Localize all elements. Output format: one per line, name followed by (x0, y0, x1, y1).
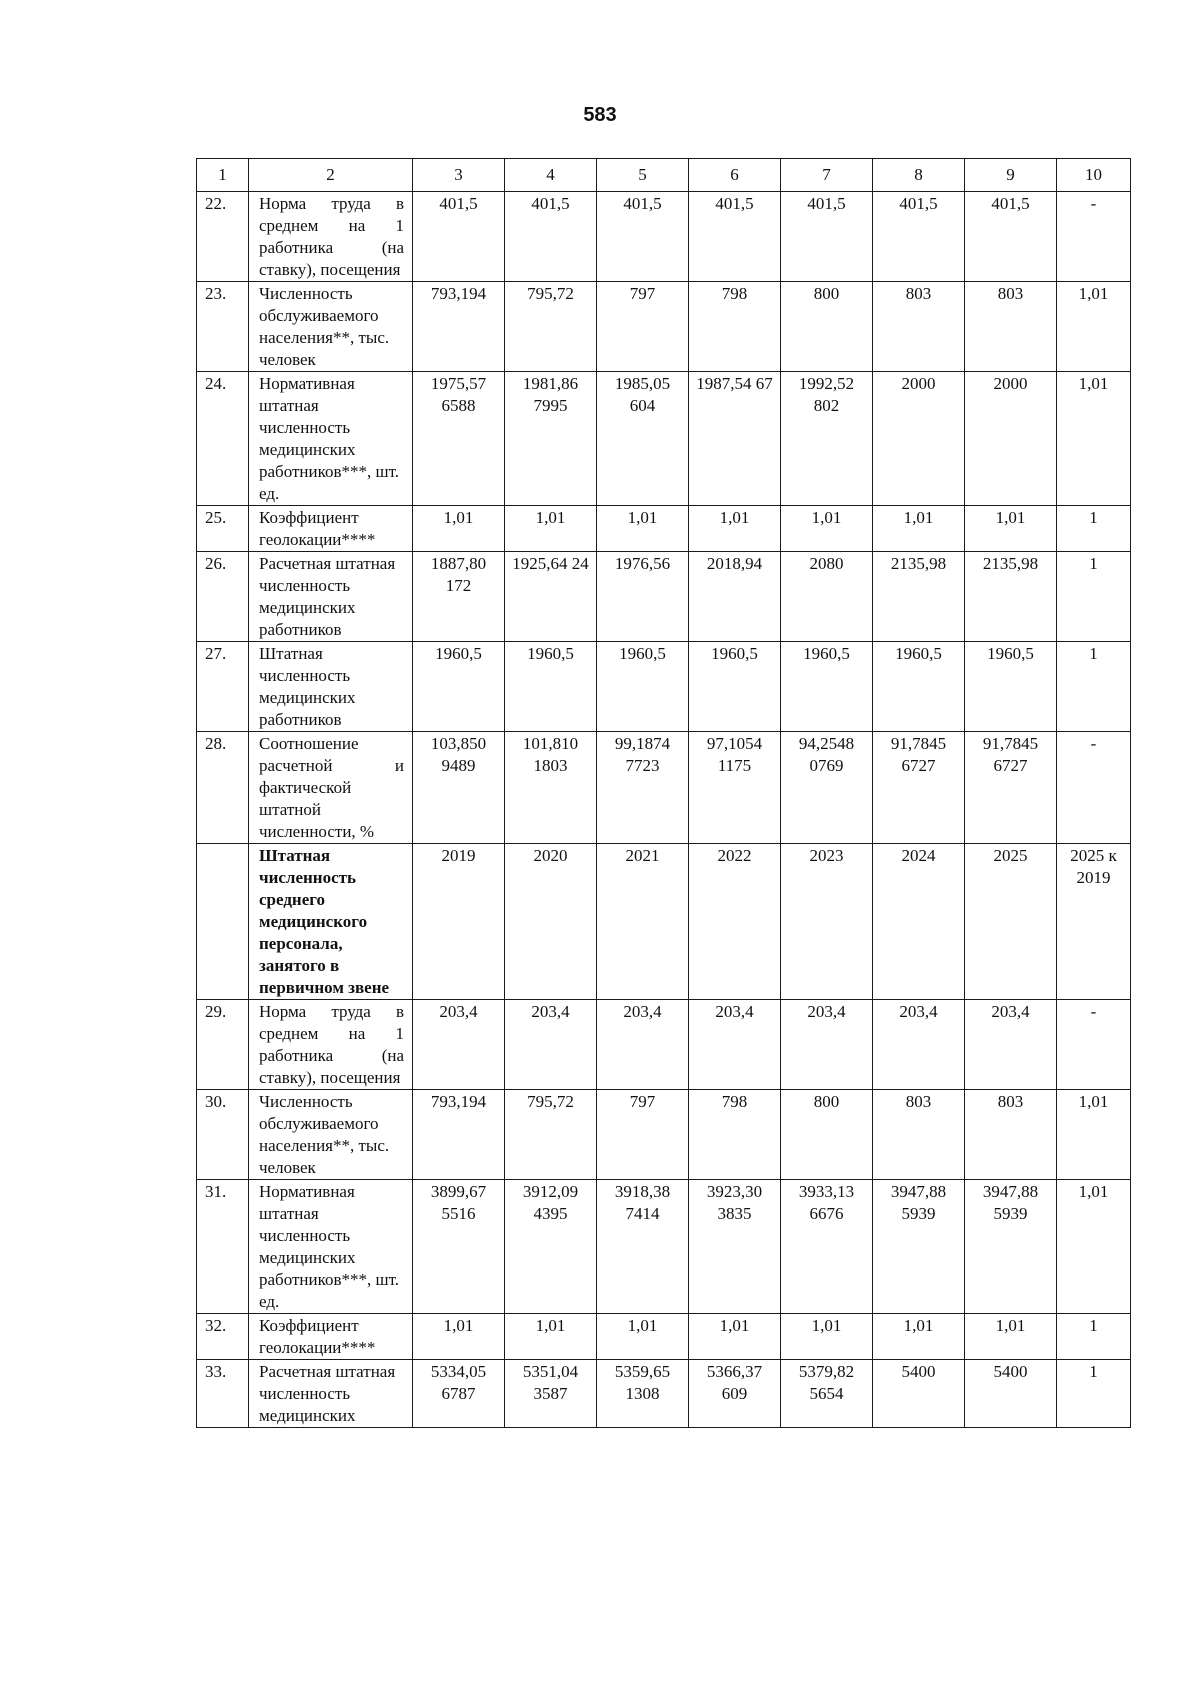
row-number: 22. (197, 192, 249, 282)
value-cell: 1,01 (1057, 1090, 1131, 1180)
row-number: 29. (197, 1000, 249, 1090)
value-cell: 5359,65 1308 (597, 1360, 689, 1428)
value-cell: 401,5 (965, 192, 1057, 282)
value-cell: 1985,05 604 (597, 372, 689, 506)
value-cell: 795,72 (505, 282, 597, 372)
value-cell: 1,01 (413, 1314, 505, 1360)
value-cell: 1887,80 172 (413, 552, 505, 642)
value-cell: 3933,13 6676 (781, 1180, 873, 1314)
value-cell: 5334,05 6787 (413, 1360, 505, 1428)
value-cell: 1 (1057, 506, 1131, 552)
column-header: 5 (597, 159, 689, 192)
value-cell: 1992,52 802 (781, 372, 873, 506)
value-cell: 803 (965, 282, 1057, 372)
value-cell: 99,1874 7723 (597, 732, 689, 844)
value-cell: 5366,37 609 (689, 1360, 781, 1428)
table-row (197, 1360, 1131, 1428)
value-cell: 2018,94 (689, 552, 781, 642)
value-cell: 101,810 1803 (505, 732, 597, 844)
row-number: 24. (197, 372, 249, 506)
value-cell: 1,01 (413, 506, 505, 552)
value-cell: 797 (597, 282, 689, 372)
column-header: 10 (1057, 159, 1131, 192)
value-cell: 1,01 (1057, 372, 1131, 506)
column-header: 7 (781, 159, 873, 192)
value-cell: 2022 (689, 844, 781, 1000)
value-cell: 1975,57 6588 (413, 372, 505, 506)
table-row (197, 1000, 1131, 1090)
value-cell: 3947,88 5939 (965, 1180, 1057, 1314)
value-cell: 203,4 (413, 1000, 505, 1090)
value-cell: 1960,5 (873, 642, 965, 732)
value-cell: 3947,88 5939 (873, 1180, 965, 1314)
value-cell: 3918,38 7414 (597, 1180, 689, 1314)
value-cell: 401,5 (689, 192, 781, 282)
value-cell: 1960,5 (965, 642, 1057, 732)
value-cell: 401,5 (413, 192, 505, 282)
table-row (197, 506, 1131, 552)
value-cell: 2025 (965, 844, 1057, 1000)
value-cell: 5351,04 3587 (505, 1360, 597, 1428)
row-number (197, 844, 249, 1000)
indicator-name: Нормативная штатная численность медицинских работников***, шт. ед. (249, 1180, 413, 1314)
row-number: 31. (197, 1180, 249, 1314)
value-cell: 1987,54 67 (689, 372, 781, 506)
column-header: 4 (505, 159, 597, 192)
value-cell: 1 (1057, 1314, 1131, 1360)
value-cell: 1960,5 (781, 642, 873, 732)
table-row (197, 372, 1131, 506)
table-row (197, 1180, 1131, 1314)
table-row (197, 552, 1131, 642)
value-cell: - (1057, 192, 1131, 282)
column-header: 3 (413, 159, 505, 192)
value-cell: 1,01 (965, 506, 1057, 552)
value-cell: 203,4 (965, 1000, 1057, 1090)
indicator-name: Расчетная штатная численность медицинских работников (249, 552, 413, 642)
value-cell: 1 (1057, 642, 1131, 732)
table-row (197, 732, 1131, 844)
value-cell: 1976,56 (597, 552, 689, 642)
row-number: 26. (197, 552, 249, 642)
table-row (197, 1090, 1131, 1180)
value-cell: 2024 (873, 844, 965, 1000)
value-cell: 5379,82 5654 (781, 1360, 873, 1428)
row-number: 28. (197, 732, 249, 844)
value-cell: 203,4 (689, 1000, 781, 1090)
value-cell: 1981,86 7995 (505, 372, 597, 506)
value-cell: 1 (1057, 1360, 1131, 1428)
value-cell: 203,4 (505, 1000, 597, 1090)
value-cell: 800 (781, 282, 873, 372)
row-number: 27. (197, 642, 249, 732)
value-cell: 2025 к 2019 (1057, 844, 1131, 1000)
value-cell: 793,194 (413, 1090, 505, 1180)
value-cell: 798 (689, 282, 781, 372)
value-cell: 800 (781, 1090, 873, 1180)
value-cell: 401,5 (781, 192, 873, 282)
value-cell: 2135,98 (965, 552, 1057, 642)
value-cell: 2020 (505, 844, 597, 1000)
value-cell: 5400 (965, 1360, 1057, 1428)
value-cell: 91,7845 6727 (965, 732, 1057, 844)
value-cell: 793,194 (413, 282, 505, 372)
indicator-name: Расчетная штатная численность медицинских (249, 1360, 413, 1428)
value-cell: 1960,5 (689, 642, 781, 732)
value-cell: 797 (597, 1090, 689, 1180)
value-cell: 3912,09 4395 (505, 1180, 597, 1314)
value-cell: 1,01 (873, 506, 965, 552)
value-cell: 97,1054 1175 (689, 732, 781, 844)
indicator-name: Коэффициент геолокации**** (249, 1314, 413, 1360)
value-cell: 1,01 (1057, 1180, 1131, 1314)
indicator-name: Численность обслуживаемого населения**, тыс. человек (249, 282, 413, 372)
table-row (197, 1314, 1131, 1360)
column-number-row (197, 159, 1131, 192)
value-cell: 103,850 9489 (413, 732, 505, 844)
value-cell: 2080 (781, 552, 873, 642)
value-cell: 798 (689, 1090, 781, 1180)
data-table (196, 158, 1131, 1428)
value-cell: 795,72 (505, 1090, 597, 1180)
value-cell: 3899,67 5516 (413, 1180, 505, 1314)
section-header-row (197, 844, 1131, 1000)
row-number: 33. (197, 1360, 249, 1428)
indicator-name: Нормативная штатная численность медицинских работников***, шт. ед. (249, 372, 413, 506)
value-cell: 2000 (873, 372, 965, 506)
value-cell: 803 (965, 1090, 1057, 1180)
column-header: 9 (965, 159, 1057, 192)
value-cell: 401,5 (873, 192, 965, 282)
row-number: 23. (197, 282, 249, 372)
value-cell: 1,01 (505, 1314, 597, 1360)
value-cell: - (1057, 1000, 1131, 1090)
table-row (197, 192, 1131, 282)
indicator-name: Норма труда в среднем на 1 работника (на ставку), посещения (249, 192, 413, 282)
row-number: 25. (197, 506, 249, 552)
row-number: 30. (197, 1090, 249, 1180)
value-cell: 94,2548 0769 (781, 732, 873, 844)
row-number: 32. (197, 1314, 249, 1360)
indicator-name: Норма труда в среднем на 1 работника (на ставку), посещения (249, 1000, 413, 1090)
column-header: 8 (873, 159, 965, 192)
value-cell: 1,01 (689, 506, 781, 552)
value-cell: 5400 (873, 1360, 965, 1428)
value-cell: 203,4 (781, 1000, 873, 1090)
value-cell: 203,4 (873, 1000, 965, 1090)
value-cell: 2000 (965, 372, 1057, 506)
value-cell: 1,01 (689, 1314, 781, 1360)
indicator-name: Штатная численность медицинских работников (249, 642, 413, 732)
page-number: 583 (583, 104, 617, 126)
indicator-name: Численность обслуживаемого населения**, тыс. человек (249, 1090, 413, 1180)
value-cell: 1,01 (505, 506, 597, 552)
value-cell: 2023 (781, 844, 873, 1000)
value-cell: 1,01 (965, 1314, 1057, 1360)
value-cell: 2019 (413, 844, 505, 1000)
value-cell: 1925,64 24 (505, 552, 597, 642)
column-header: 6 (689, 159, 781, 192)
value-cell: 1,01 (1057, 282, 1131, 372)
value-cell: 3923,30 3835 (689, 1180, 781, 1314)
value-cell: 203,4 (597, 1000, 689, 1090)
value-cell: 1960,5 (413, 642, 505, 732)
value-cell: 803 (873, 282, 965, 372)
table-row (197, 642, 1131, 732)
value-cell: - (1057, 732, 1131, 844)
value-cell: 1 (1057, 552, 1131, 642)
value-cell: 1960,5 (505, 642, 597, 732)
value-cell: 91,7845 6727 (873, 732, 965, 844)
table-row (197, 282, 1131, 372)
indicator-name: Соотношение расчетной и фактической штатной численности, % (249, 732, 413, 844)
value-cell: 2021 (597, 844, 689, 1000)
value-cell: 2135,98 (873, 552, 965, 642)
value-cell: 1,01 (597, 506, 689, 552)
value-cell: 401,5 (505, 192, 597, 282)
column-header: 1 (197, 159, 249, 192)
value-cell: 803 (873, 1090, 965, 1180)
value-cell: 1,01 (781, 1314, 873, 1360)
indicator-name: Коэффициент геолокации**** (249, 506, 413, 552)
column-header: 2 (249, 159, 413, 192)
value-cell: 1,01 (781, 506, 873, 552)
value-cell: 1,01 (873, 1314, 965, 1360)
value-cell: 1,01 (597, 1314, 689, 1360)
indicator-name: Штатная численность среднего медицинского персонала, занятого в первичном звене (249, 844, 413, 1000)
value-cell: 401,5 (597, 192, 689, 282)
value-cell: 1960,5 (597, 642, 689, 732)
